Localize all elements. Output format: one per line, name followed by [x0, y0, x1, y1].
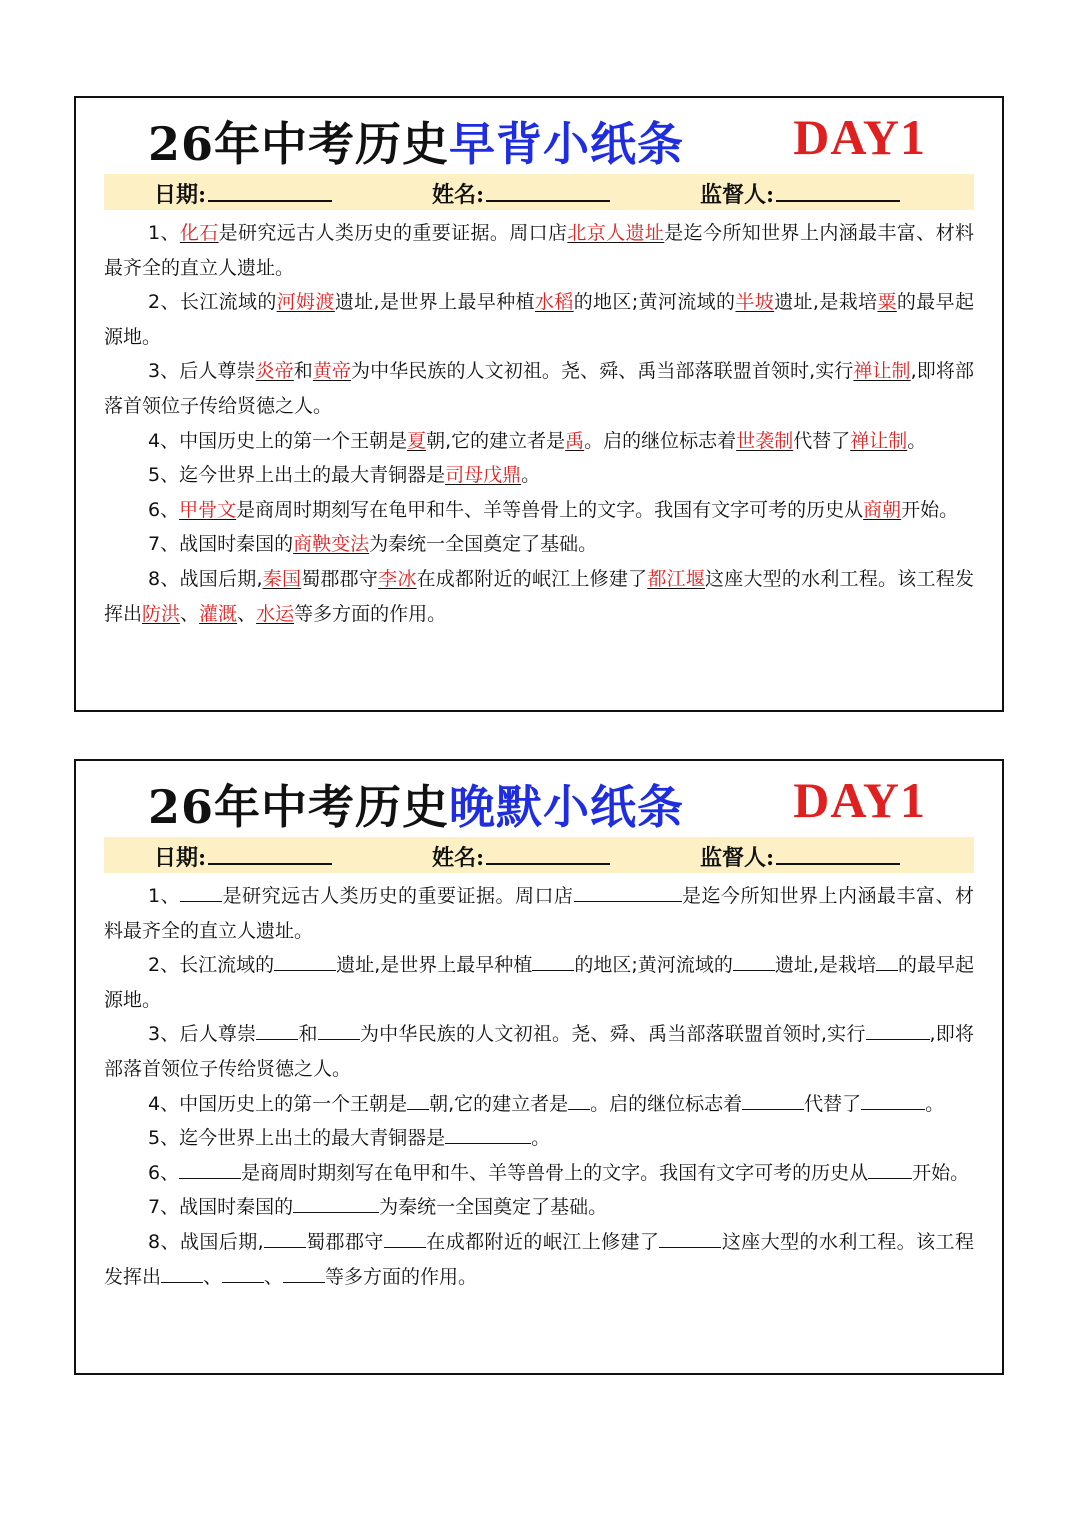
list-item [104, 285, 974, 354]
list-item [104, 527, 974, 562]
answer: 商朝 [863, 498, 902, 521]
list-item [104, 424, 974, 459]
list-item [104, 1225, 974, 1294]
date-field[interactable] [154, 841, 332, 872]
item-text: 3、后人尊崇 [148, 1023, 257, 1046]
item-text: 遗址,是世界上最早种植 [336, 954, 533, 977]
card-title [148, 108, 684, 174]
item-text: 1、 [148, 222, 180, 244]
date-label: 日期: [154, 182, 207, 208]
item-text: ,即将部落首领位子传给贤德之人。 [104, 1023, 974, 1080]
fill-blank[interactable] [407, 1089, 429, 1110]
item-text: 。 [521, 464, 541, 487]
item-text: 代替了 [793, 429, 851, 452]
item-text: 代替了 [804, 1092, 862, 1115]
supervisor-label: 监督人: [700, 845, 775, 871]
fill-blank[interactable] [222, 1262, 264, 1283]
answer: 禹 [565, 429, 585, 452]
name-label: 姓名: [432, 182, 485, 208]
item-text: 7、战国时秦国的 [148, 533, 294, 556]
list-item [104, 1121, 974, 1156]
item-text: 、 [264, 1265, 284, 1288]
name-label: 姓名: [432, 845, 485, 871]
answer: 水稻 [534, 291, 574, 314]
item-text: 这座大型的水利工程。该工程发挥出 [104, 1230, 974, 1288]
list-item [104, 879, 974, 948]
item-text: 为秦统一全国奠定了基础。 [369, 533, 598, 556]
item-text: 开始。 [912, 1161, 970, 1184]
title-prefix: 26年中考历史 [148, 117, 450, 171]
list-item [104, 1190, 974, 1225]
item-text: 是迄今所知世界上内涵最丰富、材料最齐全的直立人遗址。 [104, 222, 974, 279]
fill-blank[interactable] [742, 1089, 804, 1110]
fill-blank[interactable] [659, 1227, 721, 1248]
answer: 粟 [877, 291, 897, 314]
fill-blank[interactable] [256, 1019, 298, 1040]
supervisor-line[interactable] [776, 841, 900, 865]
item-text: 2、长江流域的 [148, 954, 275, 977]
day-label: DAY1 [793, 109, 926, 165]
answer: 北京人遗址 [567, 222, 665, 244]
fill-blank[interactable] [445, 1123, 531, 1144]
item-text: 的地区;黄河流域的 [574, 954, 733, 977]
item-text: 遗址,是栽培 [774, 291, 878, 314]
answer: 夏 [407, 429, 427, 452]
item-text: 。 [531, 1127, 551, 1150]
info-bar [104, 837, 974, 873]
answer: 河姆渡 [276, 291, 335, 314]
item-text: 为中华民族的人文初祖。尧、舜、禹当部落联盟首领时,实行 [359, 1023, 866, 1046]
list-item [104, 458, 974, 493]
fill-blank[interactable] [318, 1019, 360, 1040]
answer: 世袭制 [736, 429, 794, 452]
fill-blank[interactable] [283, 1262, 325, 1283]
item-text: 是商周时期刻写在龟甲和牛、羊等兽骨上的文字。我国有文字可考的历史从 [241, 1161, 869, 1184]
item-text: 为中华民族的人文初祖。尧、舜、禹当部落联盟首领时,实行 [351, 360, 854, 383]
item-text: 为秦统一全国奠定了基础。 [379, 1196, 608, 1219]
answer: 炎帝 [255, 360, 294, 383]
item-text: 。 [925, 1092, 945, 1115]
item-text: 3、后人尊崇 [148, 360, 256, 383]
answer: 灌溉 [199, 602, 238, 625]
list-item [104, 1087, 974, 1122]
evening-recall-card [74, 759, 1004, 1375]
fill-blank[interactable] [179, 1158, 241, 1179]
item-text: 这座大型的水利工程。该工程发挥出 [104, 567, 974, 625]
item-text: 是研究远古人类历史的重要证据。周口店 [222, 885, 574, 907]
fill-blank[interactable] [568, 1089, 590, 1110]
supervisor-field[interactable] [700, 178, 900, 209]
item-text: 。启的继位标志着 [584, 429, 737, 452]
day-label: DAY1 [793, 772, 926, 828]
answer: 甲骨文 [179, 498, 237, 521]
supervisor-field[interactable] [700, 841, 900, 872]
name-line[interactable] [486, 178, 610, 202]
title-accent: 早背小纸条 [449, 117, 685, 171]
list-item [104, 1156, 974, 1191]
item-text: 、 [180, 602, 200, 625]
item-text: 、 [203, 1265, 223, 1288]
item-text: 等多方面的作用。 [294, 602, 447, 625]
item-list [104, 879, 974, 1294]
item-text: 等多方面的作用。 [325, 1265, 478, 1288]
item-text: 遗址,是世界上最早种植 [334, 291, 535, 314]
name-field[interactable] [432, 178, 610, 209]
answer: 水运 [256, 602, 295, 625]
item-text: 是商周时期刻写在龟甲和牛、羊等兽骨上的文字。我国有文字可考的历史从 [236, 498, 864, 521]
name-field[interactable] [432, 841, 610, 872]
item-text: 在成都附近的岷江上修建了 [425, 1230, 660, 1253]
item-text: 6、 [148, 1161, 180, 1184]
date-line[interactable] [208, 841, 332, 865]
item-text: 5、迄今世界上出土的最大青铜器是 [148, 1127, 446, 1150]
list-item [104, 948, 974, 1017]
answer: 商鞅变法 [293, 533, 370, 556]
item-text: 蜀郡郡守 [301, 567, 379, 590]
answer: 防洪 [142, 602, 181, 625]
answer: 禅让制 [850, 429, 908, 452]
list-item [104, 1017, 974, 1086]
item-text: 是研究远古人类历史的重要证据。周口店 [218, 222, 568, 244]
answer: 李冰 [378, 567, 417, 590]
item-text: 4、中国历史上的第一个王朝是 [148, 1092, 408, 1115]
title-accent: 晚默小纸条 [449, 780, 685, 834]
fill-blank[interactable] [861, 1089, 925, 1110]
fill-blank[interactable] [574, 881, 682, 902]
answer: 化石 [179, 222, 219, 244]
item-text: 的最早起源地。 [104, 291, 974, 348]
answer: 都江堰 [647, 567, 705, 590]
list-item [104, 493, 974, 528]
list-item [104, 216, 974, 285]
fill-blank[interactable] [868, 1158, 912, 1179]
answer: 黄帝 [312, 360, 352, 383]
card-header [76, 761, 1002, 837]
item-text: 7、战国时秦国的 [148, 1196, 294, 1219]
fill-blank[interactable] [733, 950, 775, 971]
name-line[interactable] [486, 841, 610, 865]
item-text: 朝,它的建立者是 [426, 429, 566, 452]
item-text: 。启的继位标志着 [590, 1092, 743, 1115]
fill-blank[interactable] [866, 1019, 930, 1040]
item-list [104, 216, 974, 631]
fill-blank[interactable] [293, 1192, 379, 1213]
item-text: 蜀郡郡守 [305, 1230, 384, 1253]
title-prefix: 26年中考历史 [148, 780, 450, 834]
fill-blank[interactable] [274, 950, 336, 971]
answer: 禅让制 [853, 360, 911, 383]
item-text: ,即将部落首领位子传给贤德之人。 [104, 360, 974, 417]
list-item [104, 562, 974, 631]
fill-blank[interactable] [161, 1262, 203, 1283]
item-text: 和 [298, 1023, 318, 1046]
date-label: 日期: [154, 845, 207, 871]
date-line[interactable] [208, 178, 332, 202]
list-item [104, 354, 974, 423]
item-text: 开始。 [901, 498, 959, 521]
item-text: 遗址,是栽培 [774, 954, 876, 977]
item-text: 6、 [148, 498, 180, 521]
item-text: 在成都附近的岷江上修建了 [416, 567, 648, 590]
fill-blank[interactable] [180, 881, 222, 902]
item-text: 5、迄今世界上出土的最大青铜器是 [148, 464, 446, 487]
item-text: 和 [293, 360, 313, 383]
answer: 司母戊鼎 [445, 464, 522, 487]
info-bar [104, 174, 974, 210]
date-field[interactable] [154, 178, 332, 209]
card-header [76, 98, 1002, 174]
item-text: 2、长江流域的 [148, 291, 277, 314]
item-text: 、 [237, 602, 257, 625]
card-title [148, 771, 684, 837]
item-text: 1、 [148, 885, 181, 907]
fill-blank[interactable] [264, 1227, 306, 1248]
answer: 半坡 [735, 291, 775, 314]
supervisor-line[interactable] [776, 178, 900, 202]
item-text: 是迄今所知世界上内涵最丰富、材料最齐全的直立人遗址。 [104, 885, 974, 942]
item-text: 4、中国历史上的第一个王朝是 [148, 429, 408, 452]
item-text: 的最早起源地。 [104, 954, 974, 1011]
item-text: 的地区;黄河流域的 [573, 291, 736, 314]
item-text: 朝,它的建立者是 [429, 1092, 569, 1115]
item-text: 8、战国后期, [148, 567, 263, 590]
item-text: 。 [907, 429, 927, 452]
supervisor-label: 监督人: [700, 182, 775, 208]
fill-blank[interactable] [384, 1227, 426, 1248]
fill-blank[interactable] [876, 950, 898, 971]
morning-recall-card [74, 96, 1004, 712]
answer: 秦国 [262, 567, 302, 590]
item-text: 8、战国后期, [148, 1230, 264, 1253]
fill-blank[interactable] [532, 950, 574, 971]
